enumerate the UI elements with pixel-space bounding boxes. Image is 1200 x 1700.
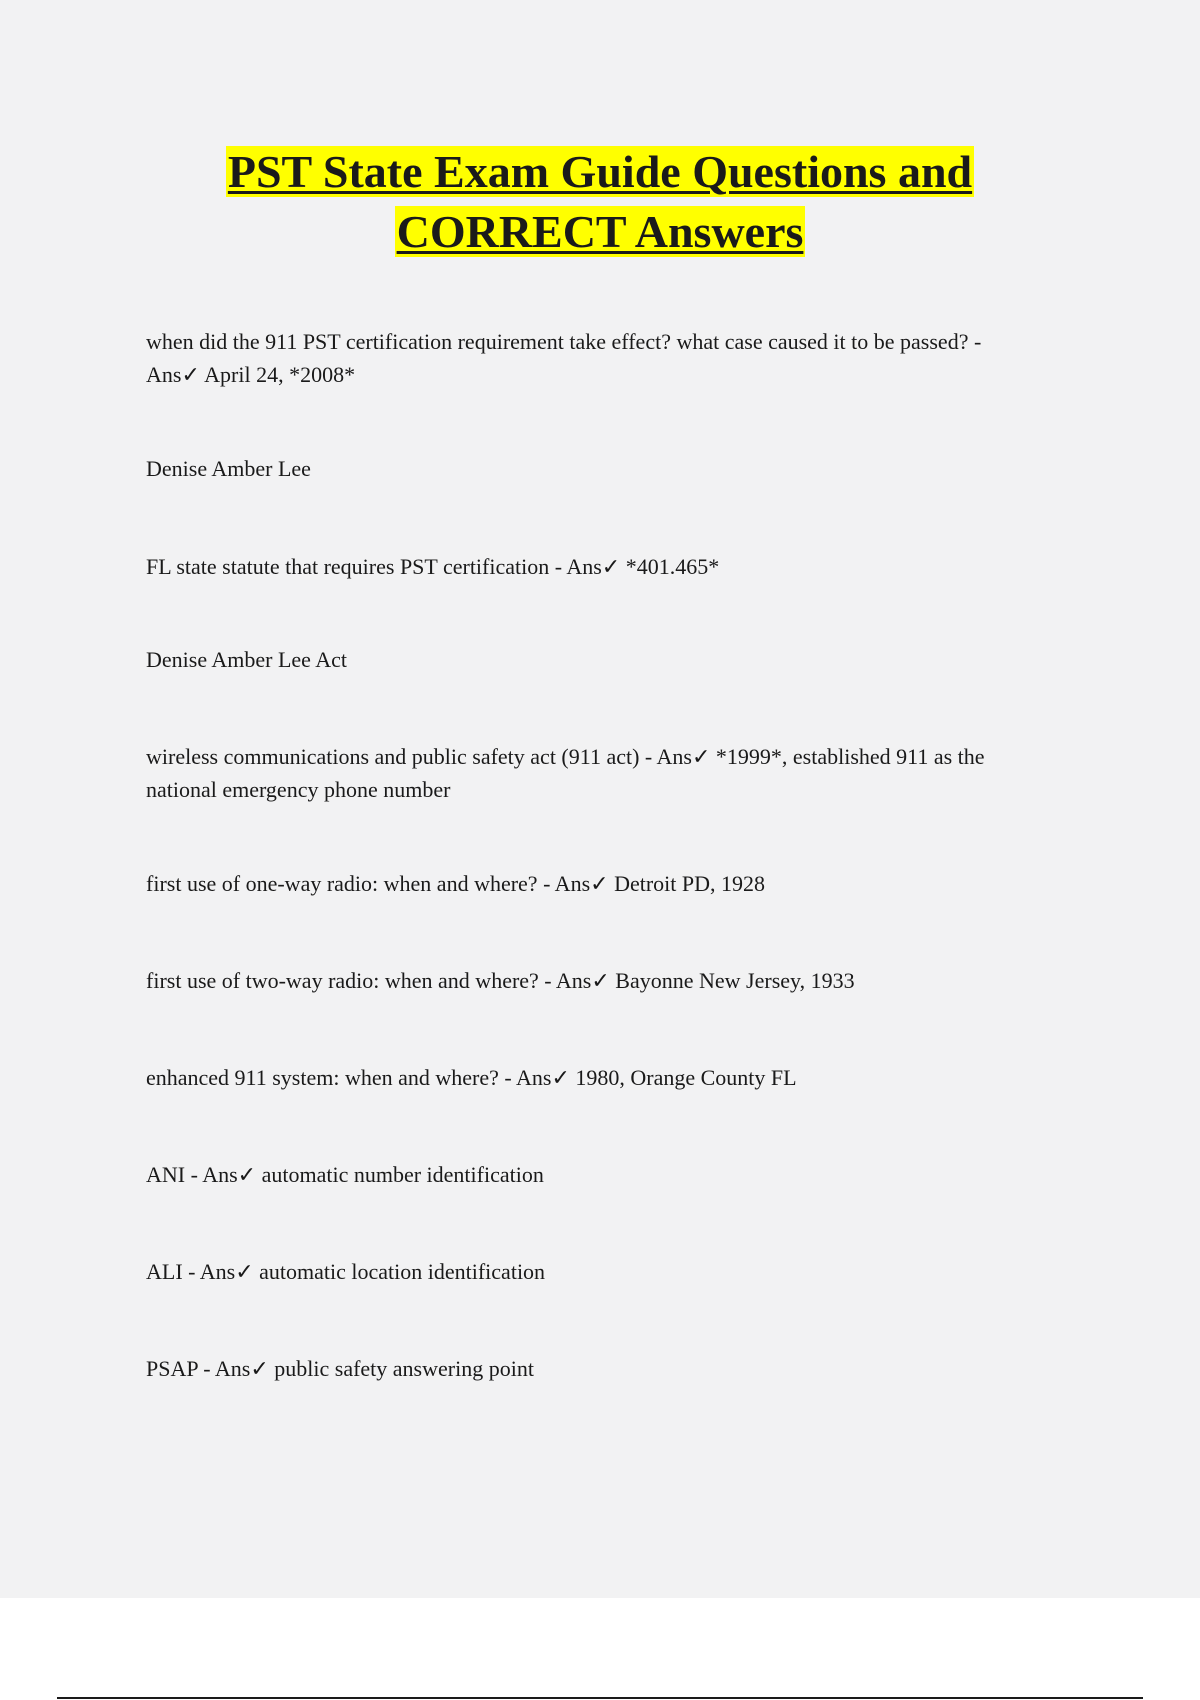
qa-entry: enhanced 911 system: when and where? - Ans✓ 1980, Orange County FL (146, 1065, 797, 1090)
qa-entry: wireless communications and public safety act (911 act) - Ans✓ *1999*, established 911 as the national emergency phone number (146, 744, 985, 802)
qa-entry: PSAP - Ans✓ public safety answering point (146, 1356, 534, 1381)
qa-entry: Denise Amber Lee (146, 456, 311, 481)
qa-entry: ANI - Ans✓ automatic number identification (146, 1162, 544, 1187)
qa-entry: when did the 911 PST certification requirement take effect? what case caused it to be passed? - Ans✓ April 24, *2008* (146, 329, 982, 387)
title-line-1: PST State Exam Guide Questions and (227, 146, 973, 197)
title-line-2: CORRECT Answers (396, 206, 804, 257)
qa-entry: Denise Amber Lee Act (146, 647, 347, 672)
qa-entry: ALI - Ans✓ automatic location identification (146, 1259, 546, 1284)
qa-entry: first use of two-way radio: when and where? - Ans✓ Bayonne New Jersey, 1933 (146, 968, 855, 993)
qa-entry: FL state statute that requires PST certification - Ans✓ *401.465* (146, 554, 720, 579)
document-title (0, 142, 1200, 262)
footer-divider (57, 1697, 1143, 1699)
qa-entry: first use of one-way radio: when and where? - Ans✓ Detroit PD, 1928 (146, 871, 766, 896)
